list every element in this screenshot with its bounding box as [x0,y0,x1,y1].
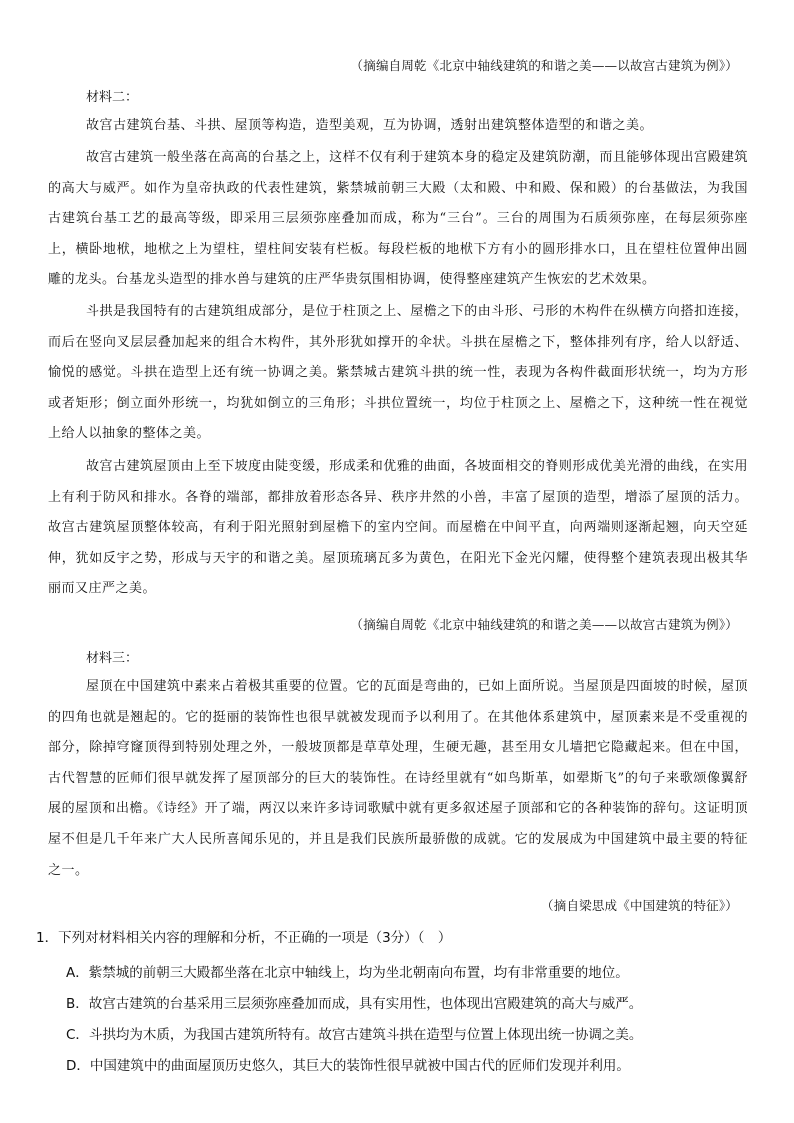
material-2-paragraph-2: 故宫古建筑一般坐落在高高的台基之上，这样不仅有利于建筑本身的稳定及建筑防潮，而且能够体现出宫殿建筑的高大与威严。如作为皇帝执政的代表性建筑，紫禁城前朝三大殿（太和殿、中和殿、保和殿）的台基做法，为我国古建筑台基工艺的最高等级，即采用三层须弥座叠加而成，称为“三台”。三台的周围为石质须弥座，在每层须弥座上，横卧地栿，地栿之上为望柱，望柱间安装有栏板。每段栏板的地栿下方有小的圆形排水口，且在望柱位置伸出圆雕的龙头。台基龙头造型的排水兽与建筑的庄严华贵氛围相协调，使得整座建筑产生恢宏的艺术效果。 [48,150,748,288]
material-2-paragraph-4: 故宫古建筑屋顶由上至下坡度由陡变缓，形成柔和优雅的曲面，各坡面相交的脊则形成优美光滑的曲线，在实用上有利于防风和排水。各脊的端部，都排放着形态各异、秩序井然的小兽，丰富了屋顶的造型，增添了屋顶的活力。故宫古建筑屋顶整体较高，有利于阳光照射到屋檐下的室内空间。而屋檐在中间平直，向两端则逐渐起翘，向天空延伸，犹如反宇之势，形成与天宇的和谐之美。屋顶琉璃瓦多为黄色，在阳光下金光闪耀，使得整个建筑表现出极其华丽而又庄严之美。 [48,459,748,597]
material-2-paragraph-3: 斗拱是我国特有的古建筑组成部分，是位于柱顶之上、屋檐之下的由斗形、弓形的木构件在纵横方向搭扣连接，而后在竖向叉层层叠加起来的组合木构件，其外形犹如撑开的伞状。斗拱在屋檐之下，整体排列有序，给人以舒适、愉悦的感觉。斗拱在造型上还有统一协调之美。紫禁城古建筑斗拱的统一性，表现为各构件截面形状统一，均为方形或者矩形；倒立面外形统一，均犹如倒立的三角形；斗拱位置统一，均位于柱顶之上、屋檐之下，这种统一性在视觉上给人以抽象的整体之美。 [48,304,748,442]
question-1-option-b: B．故宫古建筑的台基采用三层须弥座叠加而成，具有实用性，也体现出宫殿建筑的高大与威严。 [66,996,643,1012]
question-1-stem: 1．下列对材料相关内容的理解和分析，不正确的一项是（3分）（ ） [36,930,452,946]
material-2-paragraph-1: 故宫古建筑台基、斗拱、屋顶等构造，造型美观，互为协调，透射出建筑整体造型的和谐之美。 [86,118,654,133]
source-citation-1: （摘编自周乾《北京中轴线建筑的和谐之美——以故宫古建筑为例》） [350,58,738,73]
question-1-option-a: A．紫禁城的前朝三大殿都坐落在北京中轴线上，均为坐北朝南向布置，均有非常重要的地位。 [66,965,629,981]
source-citation-3: （摘自梁思成《中国建筑的特征》） [541,898,738,913]
question-1-option-d: D．中国建筑中的曲面屋顶历史悠久，其巨大的装饰性很早就被中国古代的匠师们发现并利用。 [66,1058,630,1074]
material-3-label: 材料三： [86,651,139,666]
question-1-option-c: C．斗拱均为木质，为我国古建筑所特有。故宫古建筑斗拱在造型与位置上体现出统一协调之美。 [66,1027,643,1043]
source-citation-2: （摘编自周乾《北京中轴线建筑的和谐之美——以故宫古建筑为例》） [350,617,738,632]
material-3-paragraph-1: 屋顶在中国建筑中素来占着极其重要的位置。它的瓦面是弯曲的，已如上面所说。当屋顶是四面坡的时候，屋顶的四角也就是翘起的。它的挺丽的装饰性也很早就被发现而予以利用了。在其他体系建筑中，屋顶素来是不受重视的部分，除掉穹窿顶得到特别处理之外，一般坡顶都是草草处理，生硬无趣，甚至用女儿墙把它隐藏起来。但在中国，古代智慧的匠师们很早就发挥了屋顶部分的巨大的装饰性。在诗经里就有“如鸟斯革，如翚斯飞”的句子来歌颂像翼舒展的屋顶和出檐。《诗经》开了端，两汉以来许多诗词歌赋中就有更多叙述屋子顶部和它的各种装饰的辞句。这证明顶屋不但是几千年来广大人民所喜闻乐见的，并且是我们民族所最骄傲的成就。它的发展成为中国建筑中最主要的特征之一。 [48,679,748,878]
material-2-label: 材料二： [86,90,139,105]
